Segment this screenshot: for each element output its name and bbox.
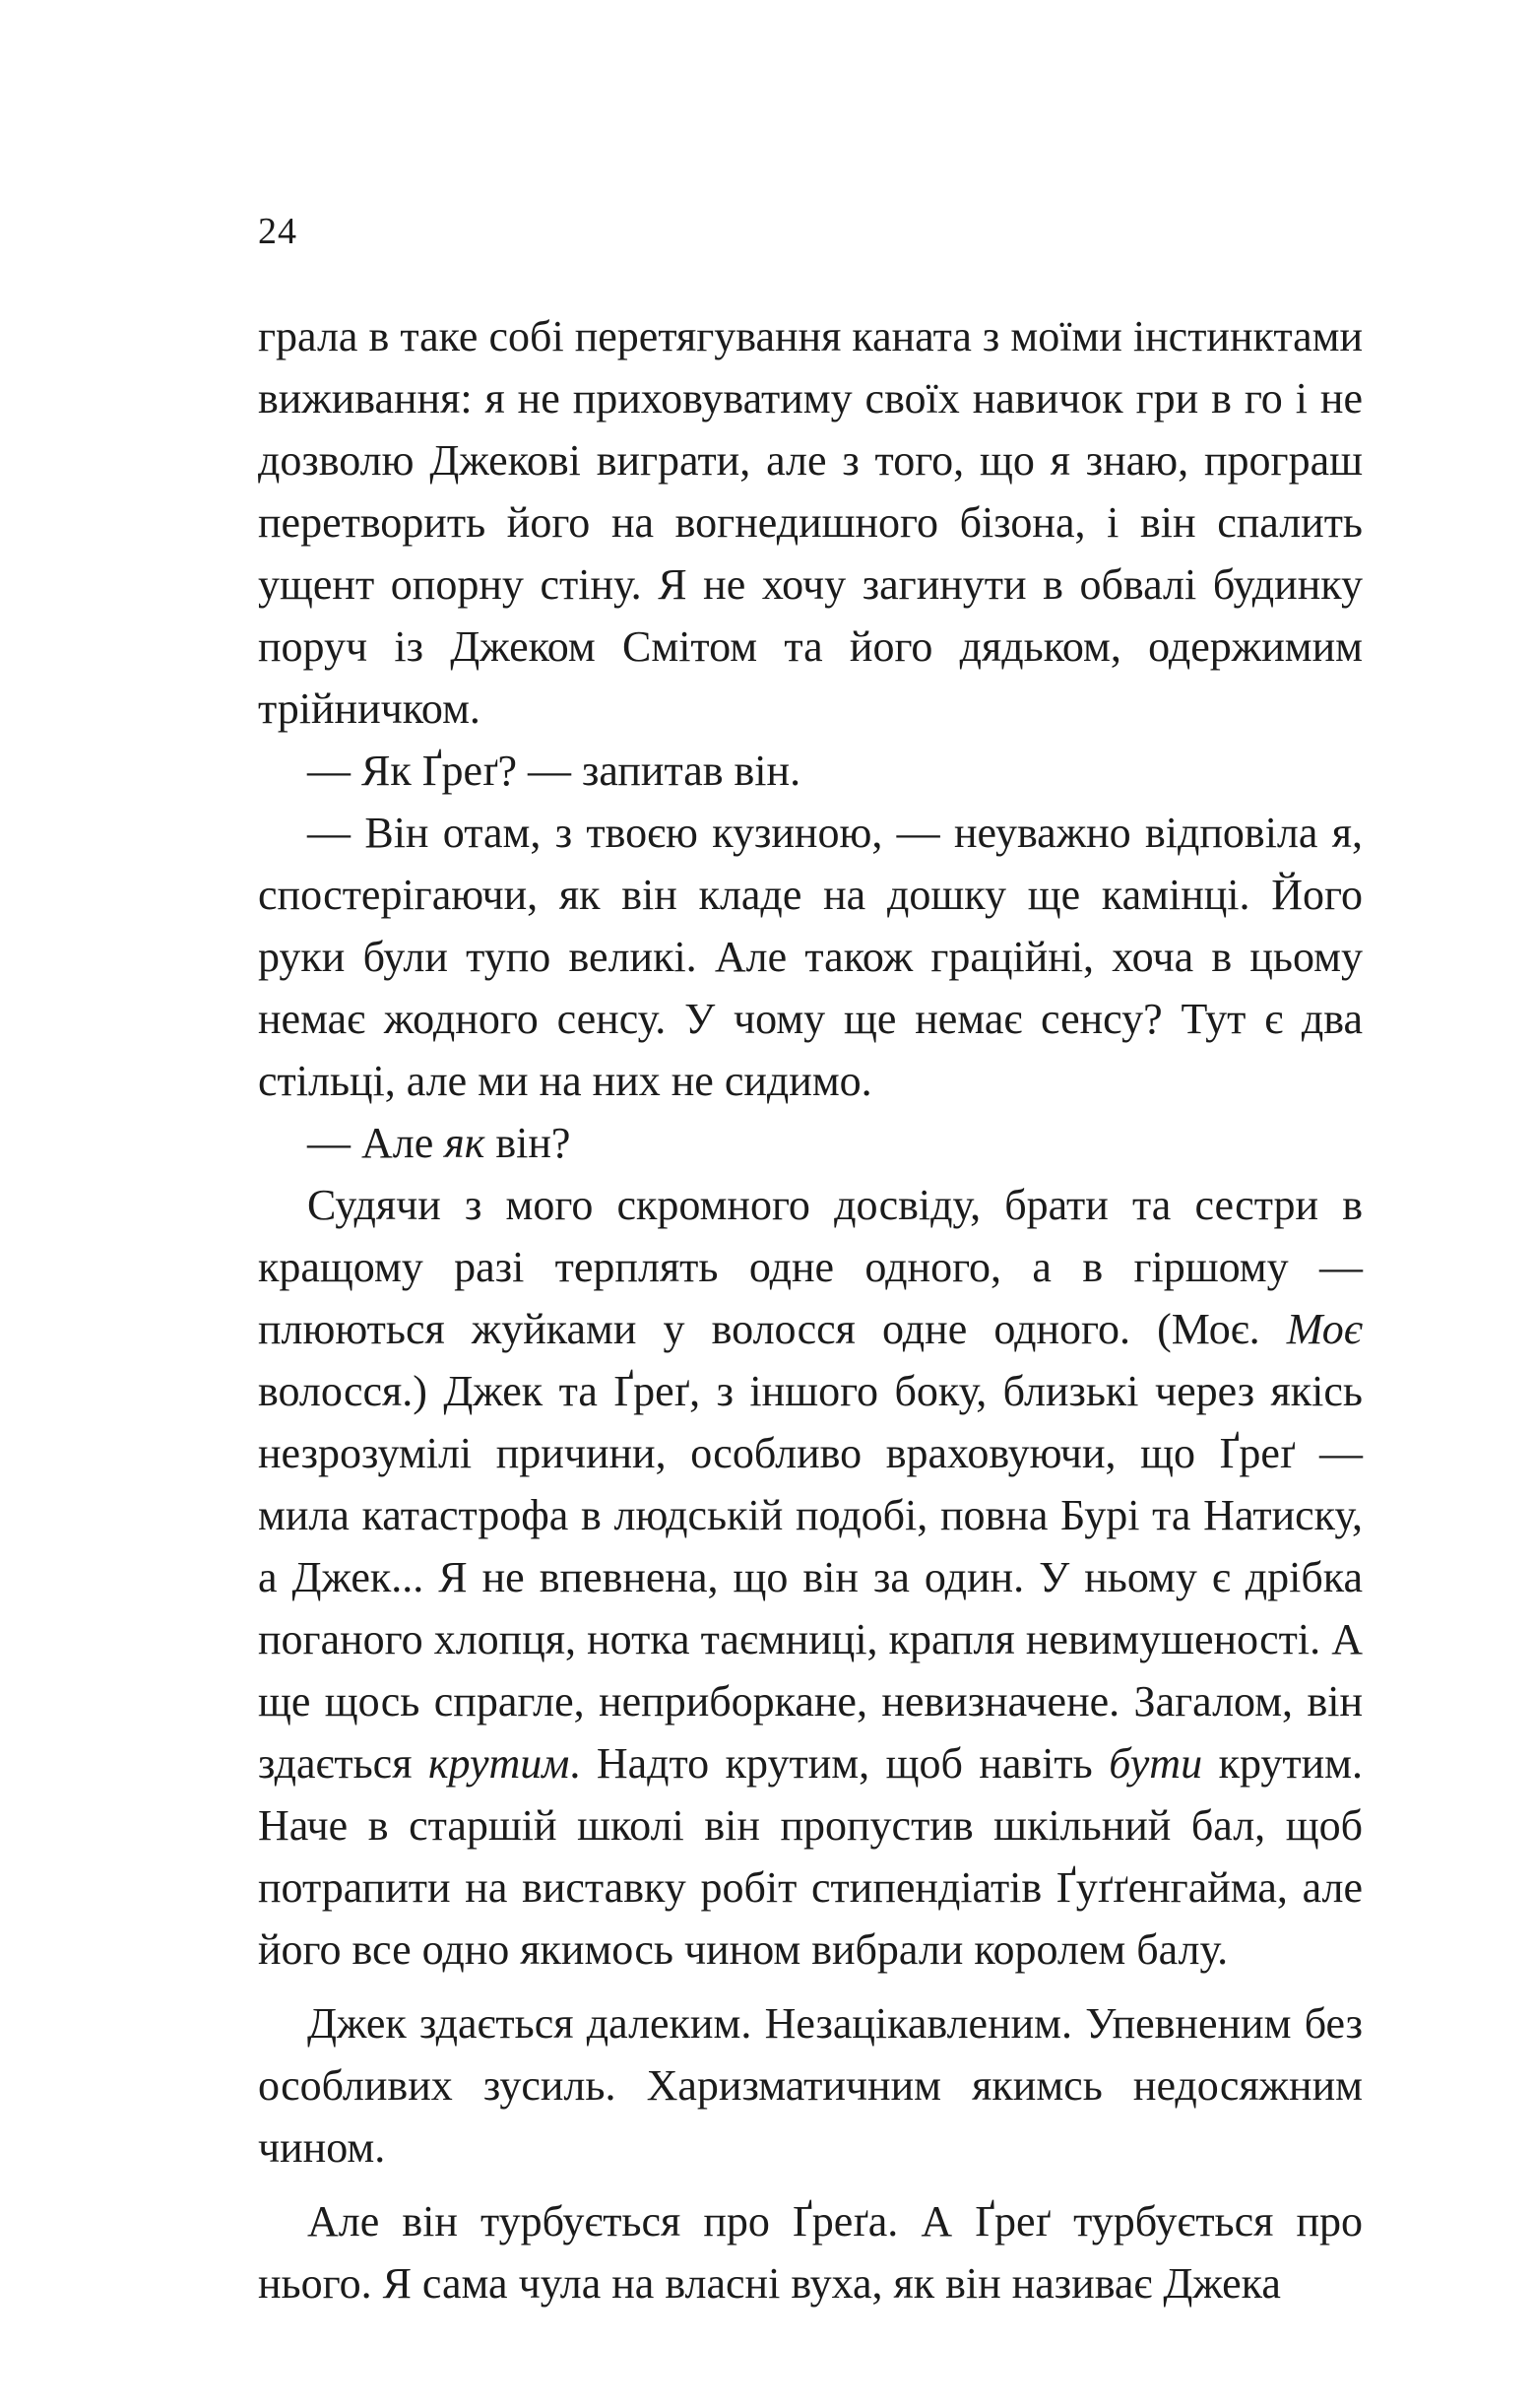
text-segment: — Як Ґреґ? — запитав він. [307, 747, 801, 795]
text-segment: — Але [307, 1119, 445, 1167]
text-segment: — Він отам, з твоєю кузиною, — неуважно відповіла я, спостерігаючи, як він кладе на дошку ще камінці. Його руки були тупо великі. Але також граційні, хоча в цьому немає жодного сенсу. У чому ще немає сенсу? Тут є два стільці, але ми на них не сидимо. [258, 809, 1363, 1105]
text-segment: Судячи з мого скромного досвіду, брати та сестри в кращому разі терплять одне одного, а в гіршому — плюються жуйками у волосся одне одного. (Моє. [258, 1181, 1363, 1353]
paragraph [258, 802, 1363, 1112]
paragraph [258, 305, 1363, 740]
italic-text: крутим [427, 1739, 570, 1788]
text-segment: волосся.) Джек та Ґреґ, з іншого боку, близькі через якісь незрозумілі причини, особливо враховуючи, що Ґреґ — мила катастрофа в людській подобі, повна Бурі та Натиску, а Джек... Я не впевнена, що він за один. У ньому є дрібка поганого хлопця, нотка таємниці, крапля невимушеності. А ще щось спрагле, неприборкане, невизначене. Загалом, він здається [258, 1367, 1363, 1788]
paragraph [258, 1992, 1363, 2179]
italic-text: як [444, 1119, 485, 1167]
page-number: 24 [258, 211, 297, 252]
text-segment: Джек здається далеким. Незацікавленим. Упевненим без особливих зусиль. Харизматичним якимсь недосяжним чином. [258, 1999, 1363, 2172]
italic-text: бути [1109, 1739, 1203, 1788]
text-segment: він? [484, 1119, 571, 1167]
paragraph [258, 1174, 1363, 1981]
text-segment: Але він турбується про Ґреґа. А Ґреґ турбується про нього. Я сама чула на власні вуха, як він називає Джека [258, 2197, 1363, 2308]
text-segment: крутим. Наче в старшій школі він пропустив шкільний бал, щоб потрапити на виставку робіт стипендіатів Ґуґґенгайма, але його все одно якимось чином вибрали королем балу. [258, 1739, 1363, 1974]
body-text [258, 305, 1363, 2314]
paragraph [258, 740, 1363, 802]
paragraph [258, 1112, 1363, 1174]
italic-text: Моє [1286, 1305, 1363, 1353]
text-segment: грала в таке собі перетягування каната з моїми інстинктами виживання: я не приховуватиму своїх навичок гри в го і не дозволю Джекові виграти, але з того, що я знаю, програш перетворить його на вогнедишного бізона, і він спалить ущент опорну стіну. Я не хочу загинути в обвалі будинку поруч із Джеком Смітом та його дядьком, одержимим трійничком. [258, 312, 1363, 733]
text-segment: . Надто крутим, щоб навіть [569, 1739, 1110, 1788]
paragraph [258, 2190, 1363, 2314]
